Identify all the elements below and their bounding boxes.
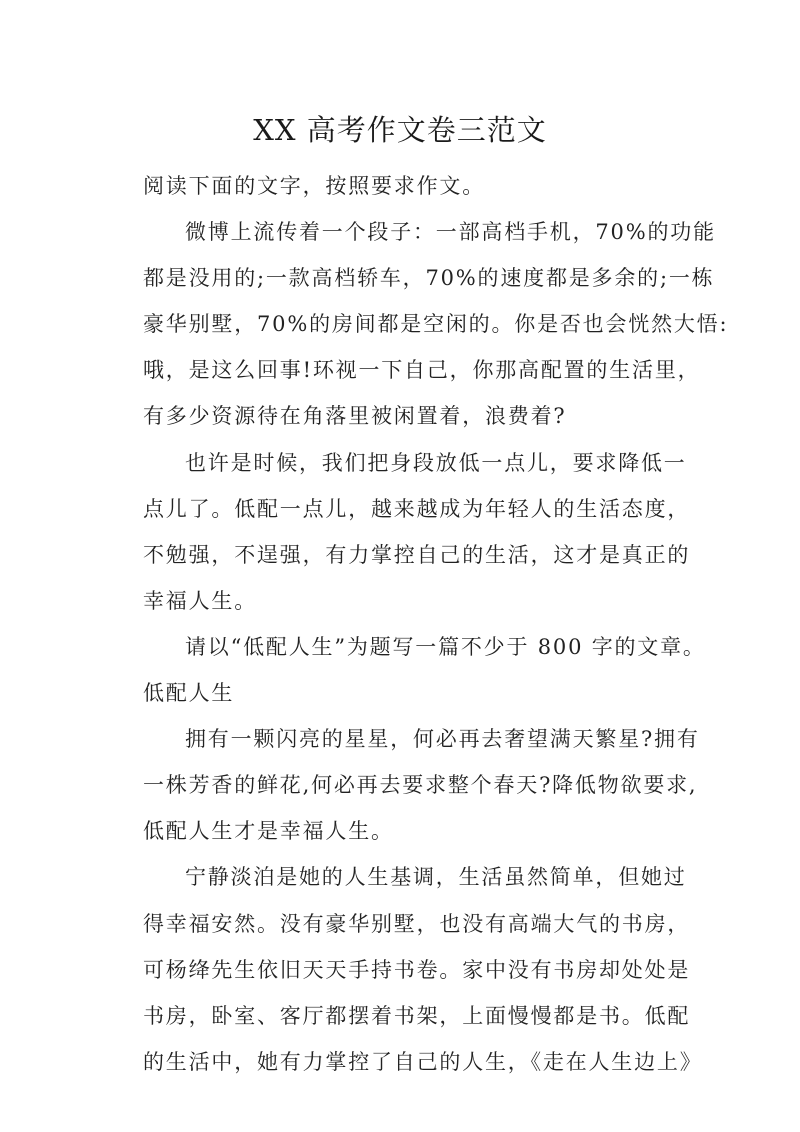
- text-line-11: 请以“低配人生”为题写一篇不少于 800 字的文章。: [185, 634, 706, 659]
- text-line-16: 宁静淡泊是她的人生基调，生活虽然简单，但她过: [185, 865, 687, 890]
- text-line-15: 低配人生才是幸福人生。: [143, 819, 394, 844]
- text-line-20: 的生活中，她有力掌控了自己的人生，《走在人生边上》: [143, 1049, 703, 1074]
- text-line-6: 有多少资源待在角落里被闲置着，浪费着?: [143, 404, 567, 429]
- text-line-18: 可杨绛先生依旧天天手持书卷。家中没有书房却处处是: [143, 957, 691, 982]
- text-line-9: 不勉强，不逞强，有力掌控自己的生活，这才是真正的: [143, 542, 691, 567]
- text-line-7: 也许是时候，我们把身段放低一点儿，要求降低一: [185, 450, 687, 475]
- text-line-4: 豪华别墅，70%的房间都是空闲的。你是否也会恍然大悟:: [143, 312, 729, 337]
- text-line-3: 都是没用的;一款高档轿车，70%的速度都是多余的;一栋: [143, 266, 715, 291]
- text-line-17: 得幸福安然。没有豪华别墅，也没有高端大气的书房，: [143, 911, 691, 936]
- text-line-19: 书房，卧室、客厅都摆着书架，上面慢慢都是书。低配: [143, 1003, 691, 1028]
- text-line-13: 拥有一颗闪亮的星星，何必再去奢望满天繁星?拥有: [185, 727, 700, 752]
- essay-title: 低配人生: [143, 681, 235, 706]
- document-title: XX 高考作文卷三范文: [253, 113, 547, 147]
- text-line-10: 幸福人生。: [143, 588, 257, 613]
- text-line-5: 哦，是这么回事!环视一下自己，你那高配置的生活里，: [143, 358, 701, 383]
- text-line-1: 阅读下面的文字，按照要求作文。: [143, 174, 485, 198]
- document-body: [143, 163, 729, 1085]
- text-line-2: 微博上流传着一个段子：一部高档手机，70%的功能: [185, 220, 716, 245]
- text-line-8: 点儿了。低配一点儿，越来越成为年轻人的生活态度，: [143, 496, 691, 521]
- text-line-14: 一株芳香的鲜花,何必再去要求整个春天?降低物欲要求,: [143, 773, 698, 798]
